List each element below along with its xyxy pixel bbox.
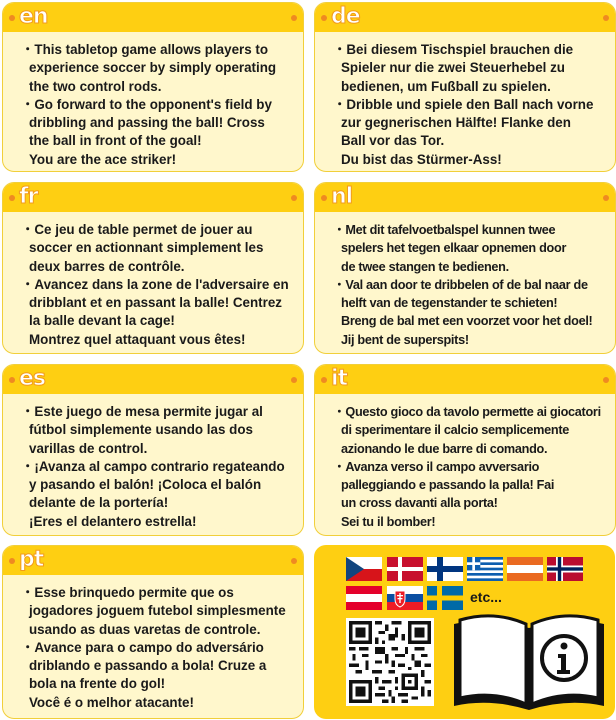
card-header [315,365,615,394]
language-code: nl [331,184,353,209]
text-line: ・Avancez dans la zone de l'adversaire en [21,276,289,292]
text-line: deux barres de contrôle. [29,258,185,274]
etc-label: etc... [470,589,502,605]
text-line: ・Go forward to the opponent's field by [21,96,272,112]
header-dot-left [9,195,15,201]
text-line: soccer en actionnant simplement les [29,240,264,256]
text-line: ・This tabletop game allows players to [21,42,269,57]
text-line: bedienen, um Fußball zu spielen. [341,78,551,94]
slovakia-flag-icon [387,586,423,610]
header-dot-right [603,377,609,383]
language-card-de [314,2,616,172]
text-line: driblando e passando a bola! Cruze a [29,658,267,674]
text-line: Ball vor das Tor. [341,133,445,149]
qr-code-icon[interactable] [346,618,434,706]
header-dot-right [291,558,297,564]
card-text [333,403,607,531]
text-line: varillas de control. [29,440,148,456]
text-line: Du bist das Stürmer-Ass! [341,151,502,167]
text-line: spelers het tegen elkaar opnemen door [341,241,567,256]
language-code: fr [19,184,38,209]
czech-republic-flag-icon [346,557,382,581]
text-line: the ball in front of the goal! [29,133,202,149]
language-card-pt [2,545,304,719]
text-line: the two control rods. [29,78,162,94]
text-line: di sperimentare il calcio semplicemente [341,423,570,438]
language-code: de [331,4,360,29]
language-card-en [2,2,304,172]
text-line: ・Val aan door te dribbelen of de bal naar de [333,277,588,292]
text-line: Você é o melhor atacante! [29,694,194,710]
text-line: bola na frente do gol! [29,676,166,692]
text-line: la balle devant la cage! [29,313,175,329]
text-line: delante de la portería! [29,495,169,511]
text-line: dribbling and passing the ball! Cross [29,115,265,131]
card-header [3,546,303,575]
text-line: ・Esse brinquedo permite que os [21,585,234,600]
denmark-flag-icon [387,557,423,581]
text-line: Sei tu il bomber! [341,514,436,529]
header-dot-left [9,558,15,564]
text-line: helft van de tegenstander te schieten! [341,296,558,311]
language-code: pt [19,547,44,572]
language-code: es [19,366,46,391]
text-line: ・Bei diesem Tischspiel brauchen die [333,42,574,57]
card-header [3,183,303,212]
text-line: dribblant et en passant la balle! Centrez [29,295,282,311]
card-header [315,3,615,32]
card-text [333,41,607,169]
austria-flag-icon [346,586,382,610]
header-dot-right [603,195,609,201]
norway-flag-icon [547,557,583,581]
language-card-it [314,364,616,536]
text-line: ・Met dit tafelvoetbalspel kunnen twee [333,223,556,237]
header-dot-left [321,15,327,21]
card-text [21,403,295,531]
card-text [21,41,295,169]
text-line: zur gegnerischen Hälfte! Flanke den [341,115,571,131]
language-code: en [19,4,48,29]
text-line: Breng de bal met een voorzet voor het doel! [341,314,593,329]
header-dot-left [321,377,327,383]
language-code: it [331,366,348,391]
text-line: Spieler nur die zwei Steuerhebel zu [341,60,565,76]
text-line: ・Este juego de mesa permite jugar al [21,404,263,419]
card-header [3,365,303,394]
text-line: ・Avanza verso il campo avversario [333,459,540,474]
hungary-flag-icon [507,557,543,581]
text-line: palleggiando e passando la palla! Fai [341,478,555,493]
language-card-es [2,364,304,536]
header-dot-right [291,15,297,21]
open-book-info-icon[interactable] [450,606,608,714]
header-dot-left [321,195,327,201]
card-header [3,3,303,32]
text-line: ・Avance para o campo do adversário [21,639,264,655]
text-line: usando as duas varetas de controle. [29,621,261,637]
language-card-nl [314,182,616,354]
header-dot-right [291,377,297,383]
text-line: ・Dribble und spiele den Ball nach vorne [333,96,594,112]
text-line: ・Questo gioco da tavolo permette ai giocatori [333,405,601,419]
text-line: You are the ace striker! [29,151,177,167]
header-dot-right [603,15,609,21]
text-line: fútbol simplemente usando las dos [29,422,253,438]
card-text [21,584,295,712]
text-line: ¡Eres el delantero estrella! [29,513,197,529]
card-text [333,221,607,349]
text-line: y pasando el balón! ¡Coloca el balón [29,477,262,493]
text-line: ・¡Avanza al campo contrario regateando [21,458,285,474]
text-line: ・Ce jeu de table permet de jouer au [21,222,253,237]
language-card-fr [2,182,304,354]
text-line: de twee stangen te bedienen. [341,259,509,274]
header-dot-left [9,377,15,383]
text-line: experience soccer by simply operating [29,60,277,76]
text-line: Jij bent de superspits! [341,332,469,347]
text-line: un cross davanti alla porta! [341,496,498,511]
card-text [21,221,295,349]
finland-flag-icon [427,557,463,581]
text-line: Montrez quel attaquant vous êtes! [29,331,246,347]
text-line: azionando le due barre di comando. [341,441,548,456]
greece-flag-icon [467,557,503,581]
header-dot-right [291,195,297,201]
text-line: jogadores joguem futebol simplesmente [29,603,286,619]
header-dot-left [9,15,15,21]
card-header [315,183,615,212]
